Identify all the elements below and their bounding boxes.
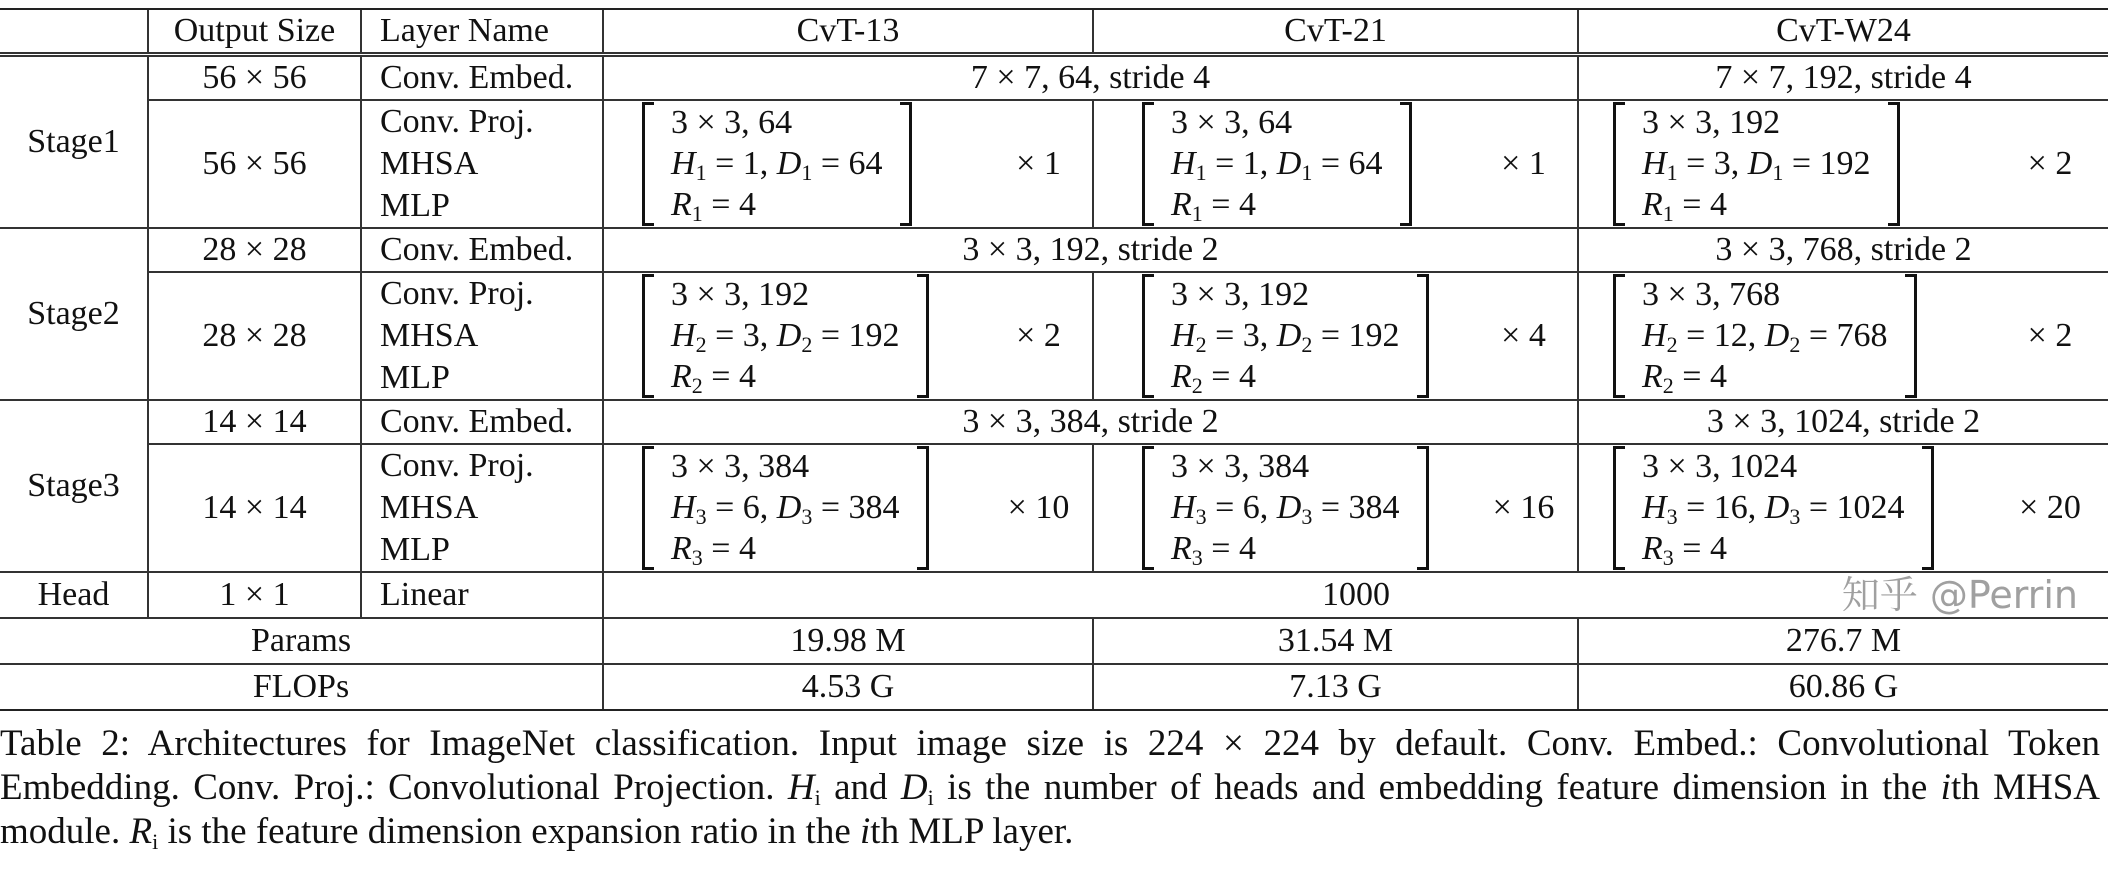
ratio-value: 4 xyxy=(1709,530,1727,567)
ratio-line: $R_2 = 4$ xyxy=(1171,358,1256,398)
math-symbol: H xyxy=(787,767,815,808)
header-output-size: Output Size xyxy=(148,9,361,55)
table-caption xyxy=(0,722,2100,854)
math-variable xyxy=(1276,145,1313,185)
bracket-matrix xyxy=(1613,274,1917,398)
dim-value: 384 xyxy=(1348,489,1400,526)
bracket-hook xyxy=(917,446,929,449)
math-variable xyxy=(671,317,707,357)
kernel-line: 3 × 3, 1024 xyxy=(1642,448,1798,485)
heads-dim-line: $H_2 = 3$, $D_2 = 192$ xyxy=(671,317,900,357)
ratio-value: 4 xyxy=(738,358,756,395)
heads-dim-line: $H_2 = 12$, $D_2 = 768$ xyxy=(1642,317,1888,357)
bracket-matrix xyxy=(1142,446,1429,570)
variable-symbol: D xyxy=(1276,489,1302,526)
math-variable xyxy=(1642,317,1678,357)
head-value-cell xyxy=(603,572,2108,618)
embed-row xyxy=(0,400,2108,444)
ratio-value: 4 xyxy=(1238,186,1256,223)
output-size: 14 × 14 xyxy=(148,400,361,444)
math-variable xyxy=(1642,530,1674,570)
variable-subscript: 3 xyxy=(691,545,703,570)
variable-subscript: 2 xyxy=(1191,373,1203,398)
embed-row xyxy=(0,228,2108,272)
ratio-line: $R_1 = 4$ xyxy=(1171,186,1256,226)
bracket-hook xyxy=(900,102,912,105)
params-label: Params xyxy=(0,618,603,664)
layer-name: Linear xyxy=(361,572,603,618)
layer-name-proj: Conv. Proj. xyxy=(380,103,534,140)
math-subscript: i xyxy=(152,829,159,854)
variable-symbol: H xyxy=(1171,317,1196,354)
caption-math xyxy=(1941,767,1951,808)
variable-subscript: 2 xyxy=(1662,373,1674,398)
math-variable xyxy=(671,145,707,185)
variable-subscript: 2 xyxy=(691,373,703,398)
bracket-hook xyxy=(1142,567,1154,570)
head-value: 1000 xyxy=(1322,576,1390,613)
heads-dim-line: $H_3 = 6$, $D_3 = 384$ xyxy=(671,489,900,529)
bracket-hook xyxy=(1417,567,1429,570)
head-label: Head xyxy=(0,572,148,618)
bracket-matrix xyxy=(1613,102,1900,226)
bracket-hook xyxy=(1417,274,1429,277)
bracket-hook xyxy=(1613,223,1625,226)
variable-subscript: 1 xyxy=(1191,201,1203,226)
caption-math xyxy=(901,767,934,808)
flops-value: 4.53 G xyxy=(603,664,1093,710)
layer-name-mlp: MLP xyxy=(380,359,450,396)
bracket-hook xyxy=(1400,223,1412,226)
dim-value: 384 xyxy=(848,489,900,526)
math-variable xyxy=(1171,186,1203,226)
math-symbol: i xyxy=(1940,767,1951,808)
math-variable xyxy=(1747,145,1784,185)
variable-symbol: R xyxy=(1642,530,1663,567)
header-cvt21: CvT-21 xyxy=(1093,9,1578,55)
header-cvtw24: CvT-W24 xyxy=(1578,9,2108,55)
variable-subscript: 3 xyxy=(1191,545,1203,570)
math-variable xyxy=(1171,317,1207,357)
heads-value: 6 xyxy=(1242,489,1260,526)
caption-text: Table 2: Architectures for ImageNet classification. Input image size is 224 × 224 by default. Conv. Embed.: Convolutional Token Embedding. Conv. Proj.: Convolutional Projection. xyxy=(0,723,2100,808)
variable-subscript: 3 xyxy=(1666,504,1678,529)
heads-dim-line: $H_1 = 1$, $D_1 = 64$ xyxy=(1171,145,1383,185)
ratio-line: $R_1 = 4$ xyxy=(671,186,756,226)
bracket-hook xyxy=(1613,446,1625,449)
kernel-line: 3 × 3, 192 xyxy=(671,276,810,313)
bracket-hook xyxy=(1613,274,1625,277)
dim-value: 192 xyxy=(1819,145,1871,182)
layer-names xyxy=(361,100,603,228)
heads-value: 3 xyxy=(742,317,760,354)
bracket-matrix xyxy=(1142,274,1429,398)
math-variable xyxy=(1276,489,1313,529)
repeat-count: × 16 xyxy=(1470,444,1578,572)
variable-subscript: 2 xyxy=(695,332,707,357)
conv-embed-w24: 3 × 3, 768, stride 2 xyxy=(1578,228,2108,272)
variable-subscript: 2 xyxy=(1666,332,1678,357)
variable-subscript: 3 xyxy=(695,504,707,529)
variable-symbol: D xyxy=(1276,145,1302,182)
variable-symbol: H xyxy=(671,489,696,526)
ratio-value: 4 xyxy=(1238,358,1256,395)
variable-symbol: D xyxy=(776,489,802,526)
ratio-value: 4 xyxy=(738,186,756,223)
layer-name: Conv. Embed. xyxy=(361,228,603,272)
variable-symbol: R xyxy=(671,358,692,395)
layer-name-mlp: MLP xyxy=(380,531,450,568)
layer-names xyxy=(361,444,603,572)
repeat-count: × 20 xyxy=(1992,444,2108,572)
kernel-line: 3 × 3, 384 xyxy=(671,448,810,485)
block-config xyxy=(603,272,985,400)
layer-names xyxy=(361,272,603,400)
output-size: 1 × 1 xyxy=(148,572,361,618)
conv-embed-shared: 3 × 3, 384, stride 2 xyxy=(603,400,1578,444)
bracket-hook xyxy=(1613,395,1625,398)
bracket-hook xyxy=(1142,274,1154,277)
params-value: 276.7 M xyxy=(1578,618,2108,664)
bracket-hook xyxy=(1142,102,1154,105)
variable-subscript: 1 xyxy=(1301,160,1313,185)
block-config xyxy=(603,444,985,572)
bracket-hook xyxy=(1400,102,1412,105)
heads-dim-line: $H_3 = 6$, $D_3 = 384$ xyxy=(1171,489,1400,529)
variable-symbol: R xyxy=(1171,358,1192,395)
heads-value: 3 xyxy=(1713,145,1731,182)
math-symbol: D xyxy=(900,767,928,808)
variable-symbol: D xyxy=(1276,317,1302,354)
flops-label: FLOPs xyxy=(0,664,603,710)
variable-symbol: R xyxy=(1171,186,1192,223)
variable-symbol: H xyxy=(1642,145,1667,182)
variable-subscript: 1 xyxy=(1772,160,1784,185)
variable-subscript: 2 xyxy=(1195,332,1207,357)
ratio-value: 4 xyxy=(1709,358,1727,395)
header-cvt13: CvT-13 xyxy=(603,9,1093,55)
variable-symbol: D xyxy=(1764,489,1790,526)
variable-symbol: R xyxy=(1642,358,1663,395)
variable-symbol: D xyxy=(776,145,802,182)
variable-subscript: 3 xyxy=(1662,545,1674,570)
block-config xyxy=(1578,100,1992,228)
bracket-hook xyxy=(1142,446,1154,449)
params-value: 31.54 M xyxy=(1093,618,1578,664)
repeat-count: × 10 xyxy=(985,444,1093,572)
variable-subscript: 1 xyxy=(1666,160,1678,185)
variable-symbol: H xyxy=(671,145,696,182)
variable-subscript: 1 xyxy=(801,160,813,185)
block-row xyxy=(0,444,2108,572)
ratio-value: 4 xyxy=(1709,186,1727,223)
block-config xyxy=(1093,444,1470,572)
bracket-hook xyxy=(1613,567,1625,570)
heads-value: 3 xyxy=(1242,317,1260,354)
math-variable xyxy=(1642,145,1678,185)
repeat-count: × 2 xyxy=(985,272,1093,400)
bracket-hook xyxy=(917,567,929,570)
layer-name-mhsa: MHSA xyxy=(380,489,479,526)
corner-cell xyxy=(0,9,148,55)
stage-label: Stage3 xyxy=(0,400,148,572)
output-size: 56 × 56 xyxy=(148,55,361,101)
bracket-hook xyxy=(642,102,654,105)
ratio-line: $R_1 = 4$ xyxy=(1642,186,1727,226)
dim-value: 64 xyxy=(1348,145,1383,182)
variable-symbol: H xyxy=(671,317,696,354)
kernel-line: 3 × 3, 64 xyxy=(1171,104,1293,141)
ratio-value: 4 xyxy=(1238,530,1256,567)
bracket-hook xyxy=(1888,223,1900,226)
output-size: 56 × 56 xyxy=(148,100,361,228)
math-variable xyxy=(671,186,703,226)
bracket-hook xyxy=(642,274,654,277)
bracket-hook xyxy=(917,395,929,398)
block-row xyxy=(0,272,2108,400)
math-variable xyxy=(1171,489,1207,529)
layer-name-proj: Conv. Proj. xyxy=(380,447,534,484)
ratio-line: $R_3 = 4$ xyxy=(1171,530,1256,570)
conv-embed-shared: 3 × 3, 192, stride 2 xyxy=(603,228,1578,272)
header-layer-name: Layer Name xyxy=(361,9,603,55)
variable-symbol: D xyxy=(776,317,802,354)
flops-value: 60.86 G xyxy=(1578,664,2108,710)
math-variable xyxy=(671,358,703,398)
kernel-line: 3 × 3, 192 xyxy=(1171,276,1310,313)
layer-name-proj: Conv. Proj. xyxy=(380,275,534,312)
bracket-matrix xyxy=(1142,102,1412,226)
math-variable xyxy=(1171,358,1203,398)
conv-embed-w24: 3 × 3, 1024, stride 2 xyxy=(1578,400,2108,444)
variable-subscript: 1 xyxy=(1662,201,1674,226)
bracket-hook xyxy=(1417,446,1429,449)
bracket-hook xyxy=(642,223,654,226)
conv-embed-shared: 7 × 7, 64, stride 4 xyxy=(603,55,1578,101)
repeat-count: × 1 xyxy=(985,100,1093,228)
heads-value: 1 xyxy=(742,145,760,182)
math-variable xyxy=(1171,530,1203,570)
architecture-table xyxy=(0,8,2108,711)
repeat-count: × 2 xyxy=(1992,272,2108,400)
math-variable xyxy=(776,317,813,357)
caption-text: th MHSA module. xyxy=(0,767,2100,852)
ratio-line: $R_2 = 4$ xyxy=(1642,358,1727,398)
bracket-hook xyxy=(1142,223,1154,226)
variable-subscript: 1 xyxy=(691,201,703,226)
header-row xyxy=(0,9,2108,55)
variable-symbol: R xyxy=(671,530,692,567)
math-subscript: i xyxy=(814,785,821,810)
layer-name: Conv. Embed. xyxy=(361,55,603,101)
block-config xyxy=(603,100,985,228)
variable-symbol: D xyxy=(1764,317,1790,354)
bracket-matrix xyxy=(642,446,929,570)
dim-value: 768 xyxy=(1836,317,1888,354)
bracket-matrix xyxy=(1613,446,1934,570)
math-variable xyxy=(776,145,813,185)
math-variable xyxy=(1171,145,1207,185)
variable-symbol: R xyxy=(1642,186,1663,223)
stage-label: Stage1 xyxy=(0,55,148,229)
variable-subscript: 1 xyxy=(1195,160,1207,185)
watermark: 知乎 @Perrin xyxy=(1841,573,2078,617)
bracket-hook xyxy=(1905,274,1917,277)
caption-math xyxy=(860,811,870,852)
variable-symbol: D xyxy=(1747,145,1773,182)
bracket-hook xyxy=(642,567,654,570)
caption-math xyxy=(129,811,158,852)
caption-text: th MLP layer. xyxy=(870,811,1074,852)
math-subscript: i xyxy=(927,785,934,810)
flops-row xyxy=(0,664,2108,710)
caption-math xyxy=(788,767,821,808)
caption-text: is the number of heads and embedding feature dimension in the xyxy=(933,767,1941,808)
output-size: 28 × 28 xyxy=(148,228,361,272)
layer-name-mlp: MLP xyxy=(380,187,450,224)
variable-subscript: 3 xyxy=(1789,504,1801,529)
math-variable xyxy=(1642,489,1678,529)
ratio-line: $R_2 = 4$ xyxy=(671,358,756,398)
stage-label: Stage2 xyxy=(0,228,148,400)
bracket-hook xyxy=(1922,446,1934,449)
bracket-hook xyxy=(1417,395,1429,398)
kernel-line: 3 × 3, 384 xyxy=(1171,448,1310,485)
block-config xyxy=(1578,444,1992,572)
layer-name: Conv. Embed. xyxy=(361,400,603,444)
heads-dim-line: $H_3 = 16$, $D_3 = 1024$ xyxy=(1642,489,1905,529)
params-row xyxy=(0,618,2108,664)
math-variable xyxy=(1642,186,1674,226)
variable-subscript: 3 xyxy=(1301,504,1313,529)
heads-value: 1 xyxy=(1242,145,1260,182)
math-variable xyxy=(776,489,813,529)
kernel-line: 3 × 3, 192 xyxy=(1642,104,1781,141)
math-variable xyxy=(1642,358,1674,398)
block-config xyxy=(1093,272,1470,400)
caption-text: is the feature dimension expansion ratio in the xyxy=(158,811,861,852)
bracket-hook xyxy=(1888,102,1900,105)
math-symbol: i xyxy=(860,811,871,852)
dim-value: 1024 xyxy=(1836,489,1905,526)
block-row xyxy=(0,100,2108,228)
repeat-count: × 4 xyxy=(1470,272,1578,400)
variable-subscript: 2 xyxy=(801,332,813,357)
variable-symbol: H xyxy=(1171,145,1196,182)
dim-value: 192 xyxy=(1348,317,1400,354)
math-variable xyxy=(671,489,707,529)
ratio-line: $R_3 = 4$ xyxy=(671,530,756,570)
heads-dim-line: $H_1 = 1$, $D_1 = 64$ xyxy=(671,145,883,185)
head-row xyxy=(0,572,2108,618)
heads-dim-line: $H_2 = 3$, $D_2 = 192$ xyxy=(1171,317,1400,357)
variable-subscript: 2 xyxy=(1301,332,1313,357)
variable-symbol: R xyxy=(671,186,692,223)
layer-name-mhsa: MHSA xyxy=(380,145,479,182)
flops-value: 7.13 G xyxy=(1093,664,1578,710)
math-symbol: R xyxy=(129,811,153,852)
variable-symbol: H xyxy=(1642,317,1667,354)
ratio-value: 4 xyxy=(738,530,756,567)
bracket-matrix xyxy=(642,102,912,226)
layer-name-mhsa: MHSA xyxy=(380,317,479,354)
ratio-line: $R_3 = 4$ xyxy=(1642,530,1727,570)
bracket-hook xyxy=(917,274,929,277)
embed-row xyxy=(0,55,2108,101)
bracket-hook xyxy=(900,223,912,226)
bracket-hook xyxy=(1922,567,1934,570)
params-value: 19.98 M xyxy=(603,618,1093,664)
block-config xyxy=(1093,100,1470,228)
heads-dim-line: $H_1 = 3$, $D_1 = 192$ xyxy=(1642,145,1871,185)
output-size: 14 × 14 xyxy=(148,444,361,572)
variable-subscript: 1 xyxy=(695,160,707,185)
kernel-line: 3 × 3, 768 xyxy=(1642,276,1781,313)
variable-subscript: 3 xyxy=(801,504,813,529)
block-config xyxy=(1578,272,1992,400)
variable-symbol: R xyxy=(1171,530,1192,567)
bracket-hook xyxy=(1905,395,1917,398)
variable-subscript: 2 xyxy=(1789,332,1801,357)
output-size: 28 × 28 xyxy=(148,272,361,400)
variable-subscript: 3 xyxy=(1195,504,1207,529)
bracket-hook xyxy=(642,395,654,398)
dim-value: 64 xyxy=(848,145,883,182)
caption-text: and xyxy=(820,767,901,808)
dim-value: 192 xyxy=(848,317,900,354)
heads-value: 16 xyxy=(1713,489,1748,526)
repeat-count: × 2 xyxy=(1992,100,2108,228)
heads-value: 6 xyxy=(742,489,760,526)
bracket-matrix xyxy=(642,274,929,398)
repeat-count: × 1 xyxy=(1470,100,1578,228)
kernel-line: 3 × 3, 64 xyxy=(671,104,793,141)
math-variable xyxy=(1764,317,1801,357)
bracket-hook xyxy=(642,446,654,449)
variable-symbol: H xyxy=(1642,489,1667,526)
bracket-hook xyxy=(1613,102,1625,105)
bracket-hook xyxy=(1142,395,1154,398)
math-variable xyxy=(1276,317,1313,357)
math-variable xyxy=(1764,489,1801,529)
heads-value: 12 xyxy=(1713,317,1748,354)
math-variable xyxy=(671,530,703,570)
variable-symbol: H xyxy=(1171,489,1196,526)
conv-embed-w24: 7 × 7, 192, stride 4 xyxy=(1578,55,2108,101)
